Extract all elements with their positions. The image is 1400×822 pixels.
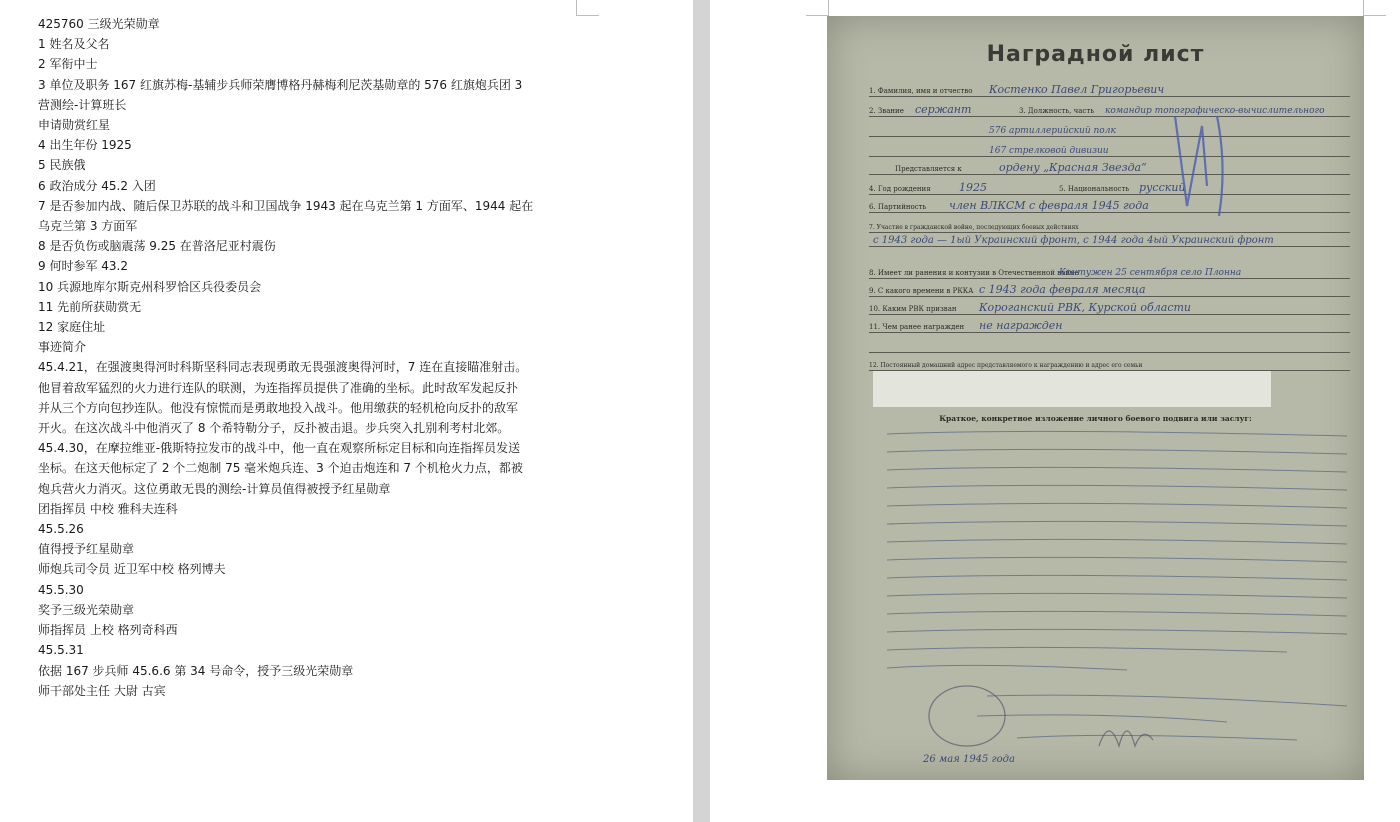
handwriting-line xyxy=(887,575,1347,580)
transcript-line: 乌克兰第 3 方面军 xyxy=(38,219,138,234)
scan-field-label: 2. Звание xyxy=(869,107,904,115)
scan-field-label: 5. Национальность xyxy=(1059,185,1130,193)
scan-field-value: Контужен 25 сентября село Плонна xyxy=(1059,268,1242,278)
handwriting-line xyxy=(887,503,1347,508)
handwriting-line xyxy=(887,521,1347,526)
page-gutter xyxy=(693,0,710,822)
scan-field-label: 7. Участие в гражданской войне, последующих боевых действиях xyxy=(869,224,1079,231)
scan-date: 26 мая 1945 года xyxy=(923,754,1015,765)
scan-field-value: Костенко Павел Григорьевич xyxy=(989,83,1165,96)
transcript-line: 3 单位及职务 167 红旗苏梅-基辅步兵师荣膺博格丹赫梅利尼茨基勋章的 576 红旗炮兵团 3 xyxy=(38,77,523,92)
commander-signature xyxy=(1099,731,1153,746)
transcript-line: 9 何时参军 43.2 xyxy=(38,259,128,274)
transcript-line: 10 兵源地库尔斯克州科罗恰区兵役委员会 xyxy=(38,279,262,294)
scan-field-label: 8. Имеет ли ранения и контузии в Отечественной войне xyxy=(869,269,1079,277)
crop-mark xyxy=(1363,0,1364,16)
transcript-line: 7 是否参加内战、随后保卫苏联的战斗和卫国战争 1943 起在乌克兰第 1 方面军、1944 起在 xyxy=(38,198,534,213)
crop-mark xyxy=(1364,15,1386,16)
scan-summary-heading: Краткое, конкретное изложение личного боевого подвига или заслуг: xyxy=(939,414,1252,423)
transcript-line: 并从三个方向包抄连队。他没有惊慌而是勇敢地投入战斗。他用缴获的轻机枪向反扑的敌军 xyxy=(38,400,519,415)
scanned-award-sheet[interactable] xyxy=(827,16,1364,780)
transcript-line: 值得授予红星勋章 xyxy=(38,542,135,557)
handwriting-line xyxy=(887,467,1347,472)
handwriting-line xyxy=(887,557,1347,562)
transcript-line: 2 军衔中士 xyxy=(38,57,98,72)
transcript-line: 奖予三级光荣勋章 xyxy=(38,602,135,617)
blue-signature-mark xyxy=(1175,116,1207,206)
handwriting-line xyxy=(887,647,1287,652)
transcript-line: 师炮兵司令员 近卫军中校 格列博夫 xyxy=(38,562,226,577)
scan-field-value: с 1943 года — 1ый Украинский фронт, с 1944 года 4ый Украинский фронт xyxy=(873,235,1274,246)
scan-field-label: 4. Год рождения xyxy=(869,185,931,193)
scan-field-label: 12. Постоянный домашний адрес представляемого к награждению и адрес его семьи xyxy=(869,362,1143,369)
scan-field-value: с 1943 года февраля месяца xyxy=(979,283,1146,296)
handwriting-line xyxy=(887,431,1347,436)
handwriting-line xyxy=(887,485,1347,490)
scan-field-label: 10. Каким РВК призван xyxy=(869,305,957,313)
transcript-line: 开火。在这次战斗中他消灭了 8 个希特勒分子，反扑被击退。步兵突入扎别利考村北郊。 xyxy=(38,421,510,436)
transcript-line: 4 出生年份 1925 xyxy=(38,138,132,153)
transcript-line: 营测绘-计算班长 xyxy=(38,97,127,112)
transcript-line: 团指挥员 中校 雅科夫连科 xyxy=(38,501,178,516)
handwriting-line xyxy=(977,715,1227,722)
document-page-left xyxy=(0,0,693,822)
transcript-line: 事迹简介 xyxy=(38,340,87,355)
crop-mark xyxy=(828,0,829,16)
transcript-line: 425760 三级光荣勋章 xyxy=(38,17,160,31)
transcript-line: 45.5.31 xyxy=(38,643,84,658)
handwriting-line xyxy=(1017,735,1297,740)
transcript-line: 他冒着敌军猛烈的火力进行连队的联测，为连指挥员提供了准确的坐标。此时敌军发起反扑 xyxy=(38,380,519,395)
handwriting-line xyxy=(887,449,1347,454)
scan-field-label: 1. Фамилия, имя и отчество xyxy=(869,87,973,95)
blue-signature-mark xyxy=(1217,116,1223,216)
handwriting-line xyxy=(887,593,1347,598)
handwriting-line xyxy=(887,539,1347,544)
transcript-line: 6 政治成分 45.2 入团 xyxy=(38,178,156,193)
transcript-line: 45.5.26 xyxy=(38,522,84,537)
transcript-line: 炮兵营火力消灭。这位勇敢无畏的测绘-计算员值得被授予红星勋章 xyxy=(38,481,391,496)
transcript-line: 8 是否负伤或脑震荡 9.25 在普洛尼亚村震伤 xyxy=(38,239,276,254)
handwriting-line xyxy=(987,695,1347,706)
handwriting-line xyxy=(887,665,1127,670)
transcript-text[interactable] xyxy=(38,14,583,701)
handwriting-line xyxy=(887,611,1347,616)
transcript-line: 11 先前所获勋赏无 xyxy=(38,299,142,314)
transcript-line: 申请勋赏红星 xyxy=(38,118,111,133)
scan-field-value: член ВЛКСМ с февраля 1945 года xyxy=(949,199,1149,212)
transcript-line: 45.5.30 xyxy=(38,582,84,597)
transcript-line: 师干部处主任 大尉 古宾 xyxy=(38,683,166,698)
scan-field-label: 3. Должность, часть xyxy=(1019,107,1095,115)
scan-field-value: 576 артиллерийский полк xyxy=(989,126,1116,136)
scan-field-value: русский xyxy=(1139,181,1186,194)
scan-field-label: Представляется к xyxy=(895,165,962,173)
scan-field-value: ордену „Красная Звезда“ xyxy=(999,161,1147,174)
scan-field-value: командир топографическо-вычислительного xyxy=(1105,106,1325,116)
transcript-line: 5 民族俄 xyxy=(38,158,86,173)
transcript-line: 12 家庭住址 xyxy=(38,320,106,335)
scan-field-value: 1925 xyxy=(959,181,987,194)
scan-field-value: сержант xyxy=(915,103,972,116)
transcript-line: 师指挥员 上校 格列奇科西 xyxy=(38,623,178,638)
scan-field-value: Короганский РВК, Курской области xyxy=(979,301,1191,314)
handwriting-line xyxy=(887,629,1347,634)
scan-title: Наградной лист xyxy=(986,42,1205,67)
scan-field-label: 9. С какого времени в РККА xyxy=(869,287,974,295)
transcript-line: 坐标。在这天他标定了 2 个二炮制 75 毫米炮兵连、3 个迫击炮连和 7 个机枪火力点，都被 xyxy=(38,461,523,476)
scan-field-label: 11. Чем ранее награжден xyxy=(869,323,965,331)
transcript-line: 1 姓名及父名 xyxy=(38,37,110,52)
crop-mark xyxy=(806,15,828,16)
transcript-line: 45.4.21，在强渡奥得河时科斯坚科同志表现勇敢无畏强渡奥得河时，7 连在直接瞄准射击。 xyxy=(38,360,528,375)
handwriting-strokes xyxy=(827,16,1364,780)
transcript-line: 依据 167 步兵师 45.6.6 第 34 号命令，授予三级光荣勋章 xyxy=(38,663,354,678)
scan-field-value: не награжден xyxy=(979,319,1063,332)
transcript-line: 45.4.30，在摩拉维亚-俄斯特拉发市的战斗中，他一直在观察所标定目标和向连指挥员发送 xyxy=(38,441,521,456)
document-page-right xyxy=(710,0,1400,822)
scan-field-value: 167 стрелковой дивизии xyxy=(989,146,1109,156)
scan-field-label: 6. Партийность xyxy=(869,203,927,211)
